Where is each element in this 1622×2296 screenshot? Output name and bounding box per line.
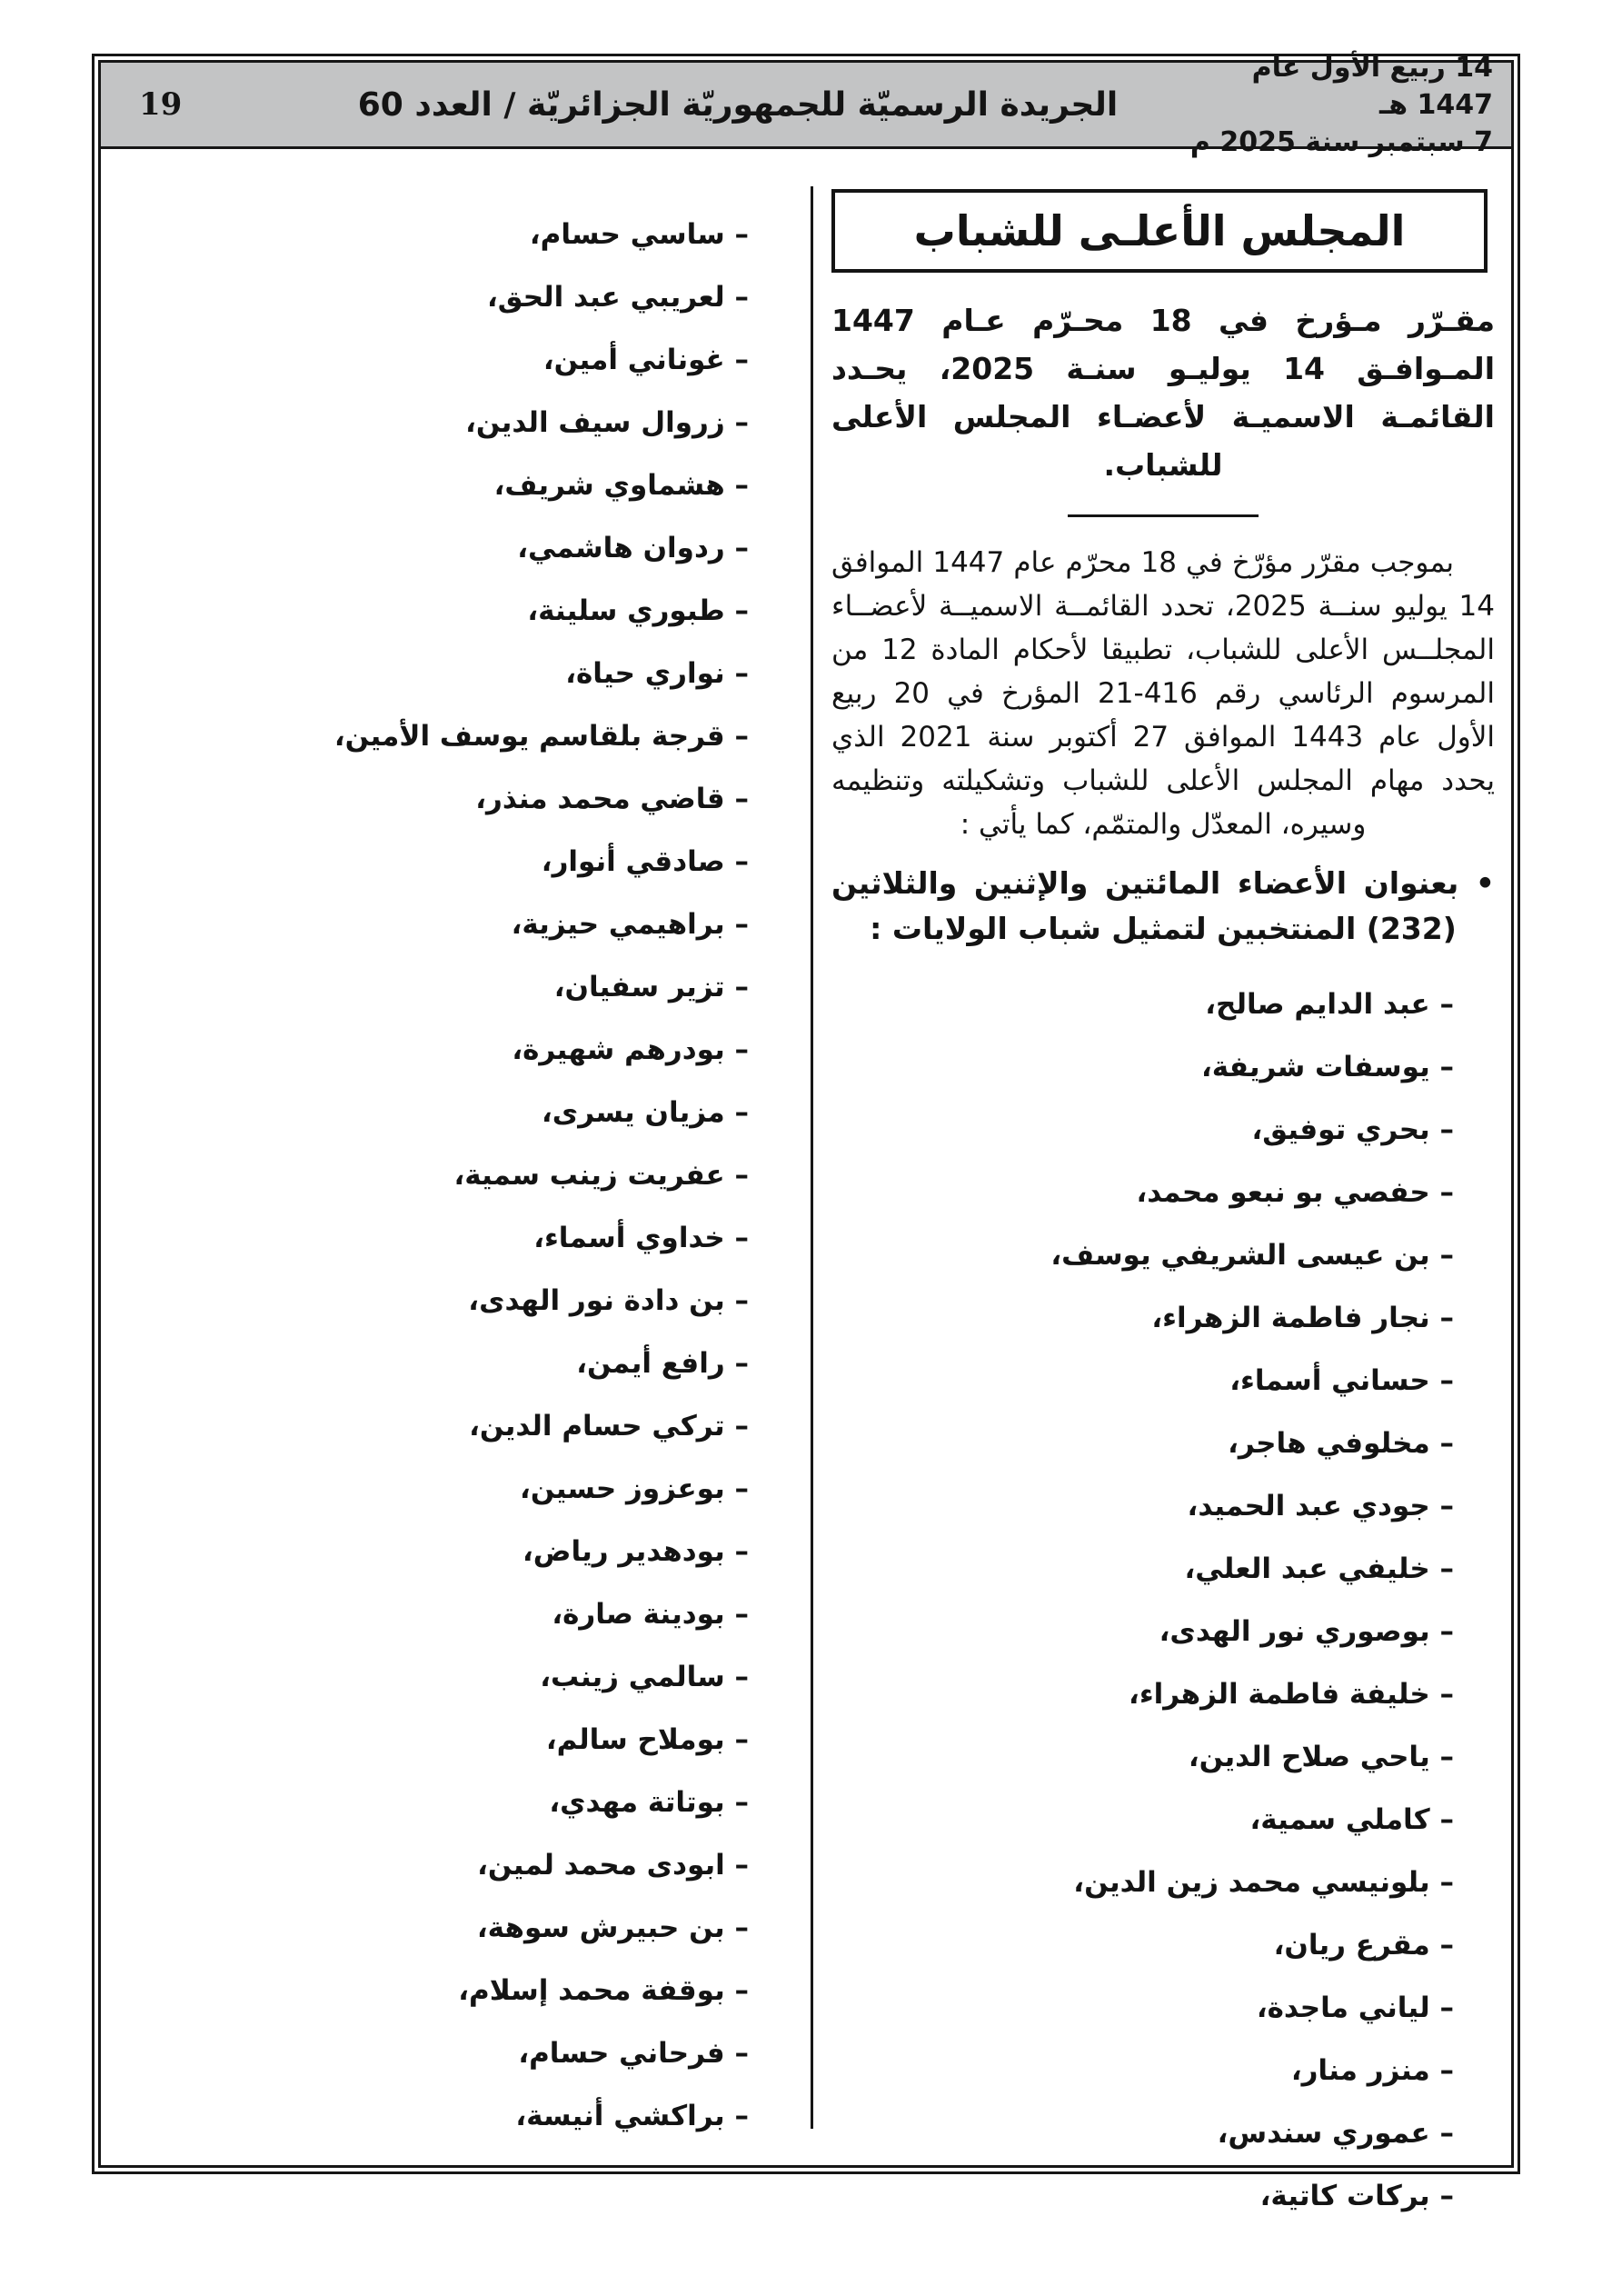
page-frame bbox=[92, 51, 1520, 2212]
member-name: – تركي حسام الدين، bbox=[469, 1410, 749, 1442]
page-number: 19 bbox=[139, 86, 183, 123]
column-divider bbox=[811, 186, 813, 2129]
member-name: – طبوري سلينة، bbox=[527, 594, 749, 627]
member-name: – لياني ماجدة، bbox=[1256, 1992, 1454, 2024]
member-name: – براكشي أنيسة، bbox=[515, 2100, 749, 2132]
member-name: – بودينة صارة، bbox=[552, 1598, 749, 1631]
journal-title: الجريدة الرسميّة للجمهوريّة الجزائريّة / العدد 60 bbox=[357, 85, 1119, 124]
member-name: – ردوان هاشمي، bbox=[517, 532, 749, 564]
members-list-primary bbox=[831, 973, 1495, 2228]
date-hijri: 14 ربيع الأول عام 1447 هـ bbox=[1251, 51, 1493, 121]
member-name: – قاضي محمد منذر، bbox=[475, 783, 749, 815]
member-name: – عبد الدايم صالح، bbox=[1205, 988, 1454, 1021]
member-name: – ياحي صلاح الدين، bbox=[1188, 1741, 1454, 1773]
member-name: – تزير سفيان، bbox=[553, 971, 749, 1003]
member-name: – يوسفات شريفة، bbox=[1200, 1051, 1454, 1083]
date-gregorian: 7 سبتمبر سنة 2025 م bbox=[1189, 125, 1493, 158]
member-name: – عموري سندس، bbox=[1217, 2117, 1454, 2150]
member-name: – بن حبيرش سوهة، bbox=[476, 1912, 749, 1944]
member-name: – جودي عبد الحميد، bbox=[1187, 1490, 1454, 1522]
member-name: – بوقفة محمد إسلام، bbox=[458, 1974, 749, 2007]
member-name: – منزر منار، bbox=[1290, 2054, 1454, 2087]
member-name: – سالمي زينب، bbox=[540, 1661, 749, 1693]
member-name: – براهيمي حيزية، bbox=[511, 908, 749, 941]
member-name: – رافع أيمن، bbox=[576, 1347, 749, 1380]
member-name: – خداوي أسماء، bbox=[533, 1222, 749, 1254]
member-name: – صادقي أنوار، bbox=[541, 845, 749, 878]
member-name: – مزيان يسرى، bbox=[542, 1096, 749, 1129]
member-name: – عفريت زينب سمية، bbox=[453, 1159, 749, 1192]
member-name: – بركات كاتية، bbox=[1259, 2180, 1454, 2212]
member-name: – بودرهم شهيرة، bbox=[512, 1033, 749, 1066]
member-name: – بوعزوز حسين، bbox=[520, 1472, 749, 1505]
member-name: – ساسي حسام، bbox=[529, 218, 749, 251]
member-name: – مقرع ريان، bbox=[1273, 1929, 1454, 1962]
member-name: – حساني أسماء، bbox=[1229, 1364, 1454, 1397]
member-name: – بحري توفيق، bbox=[1251, 1113, 1454, 1146]
members-list-secondary bbox=[128, 204, 749, 2148]
member-name: – نواري حياة، bbox=[565, 657, 749, 690]
member-name: – ابودى محمد لمين، bbox=[477, 1849, 749, 1882]
column-secondary bbox=[101, 149, 811, 2165]
member-name: – بوصوري نور الهدى، bbox=[1159, 1615, 1454, 1648]
member-name: – بن عيسى الشريفي يوسف، bbox=[1050, 1239, 1454, 1272]
member-name: – قرجة بلقاسم يوسف الأمين، bbox=[333, 720, 749, 753]
member-name: – كاملي سمية، bbox=[1249, 1803, 1454, 1836]
date-block bbox=[1184, 49, 1511, 161]
member-name: – بودهدير رياض، bbox=[522, 1535, 749, 1568]
member-name: – نجار فاطمة الزهراء، bbox=[1151, 1302, 1454, 1334]
member-name: – مخلوفي هاجر، bbox=[1228, 1427, 1454, 1460]
members-heading: • بعنوان الأعضاء المائتين والإثنين والثلاثين (232) المنتخبين لتمثيل شباب الولايات : bbox=[831, 865, 1495, 946]
decision-body: بموجب مقرّر مؤرّخ في 18 محرّم عام 1447 الموافق 14 يوليو سنــة 2025، تحدد القائمــة الاسميــة لأعضــاء المجلــس الأعلى للشباب، تطبيقا لأحكام المادة 12 من المرسوم الرئاسي رقم 416-21 المؤرخ في 20 ربيع الأول عام 1443 الموافق 27 أكتوبر سنة 2021 الذي يحدد مهام المجلس الأعلى للشباب وتشكيلته وتنظيمه وسيره، المعدّل والمتمّم، كما يأتي : bbox=[831, 546, 1495, 841]
member-name: – خليفة فاطمة الزهراء، bbox=[1129, 1678, 1454, 1711]
member-name: – بن دادة نور الهدى، bbox=[468, 1284, 749, 1317]
column-primary bbox=[813, 149, 1511, 2212]
decision-summary: مقـرّر مـؤرخ في 18 محـرّم عـام 1447 المـوافـق 14 يوليـو سنـة 2025، يحـدد القائمـة الاسميـة لأعضـاء المجلس الأعلى للشباب. bbox=[831, 303, 1496, 483]
member-name: – خليفي عبد العلي، bbox=[1184, 1552, 1454, 1585]
member-name: – هشماوي شريف، bbox=[493, 469, 749, 502]
member-name: – بوملاح سالم، bbox=[545, 1723, 749, 1756]
member-name: – فرحاني حسام، bbox=[518, 2037, 749, 2070]
masthead bbox=[101, 51, 1511, 158]
content-area bbox=[101, 149, 1511, 2212]
member-name: – حفصي بو نبعو محمد، bbox=[1136, 1176, 1454, 1209]
member-name: – غوناني أمين، bbox=[542, 344, 749, 376]
section-title-box bbox=[831, 189, 1488, 273]
member-name: – بلونيسي محمد زين الدين، bbox=[1073, 1866, 1454, 1899]
member-name: – بوتاتة مهدي، bbox=[549, 1786, 749, 1819]
page-frame-inner bbox=[98, 51, 1514, 2212]
section-title: المجلس الأعلـى للشباب bbox=[913, 206, 1406, 255]
separator-rule bbox=[1068, 514, 1259, 517]
member-name: – زروال سيف الدين، bbox=[465, 406, 749, 439]
member-name: – لعريبي عبد الحق، bbox=[486, 281, 749, 314]
